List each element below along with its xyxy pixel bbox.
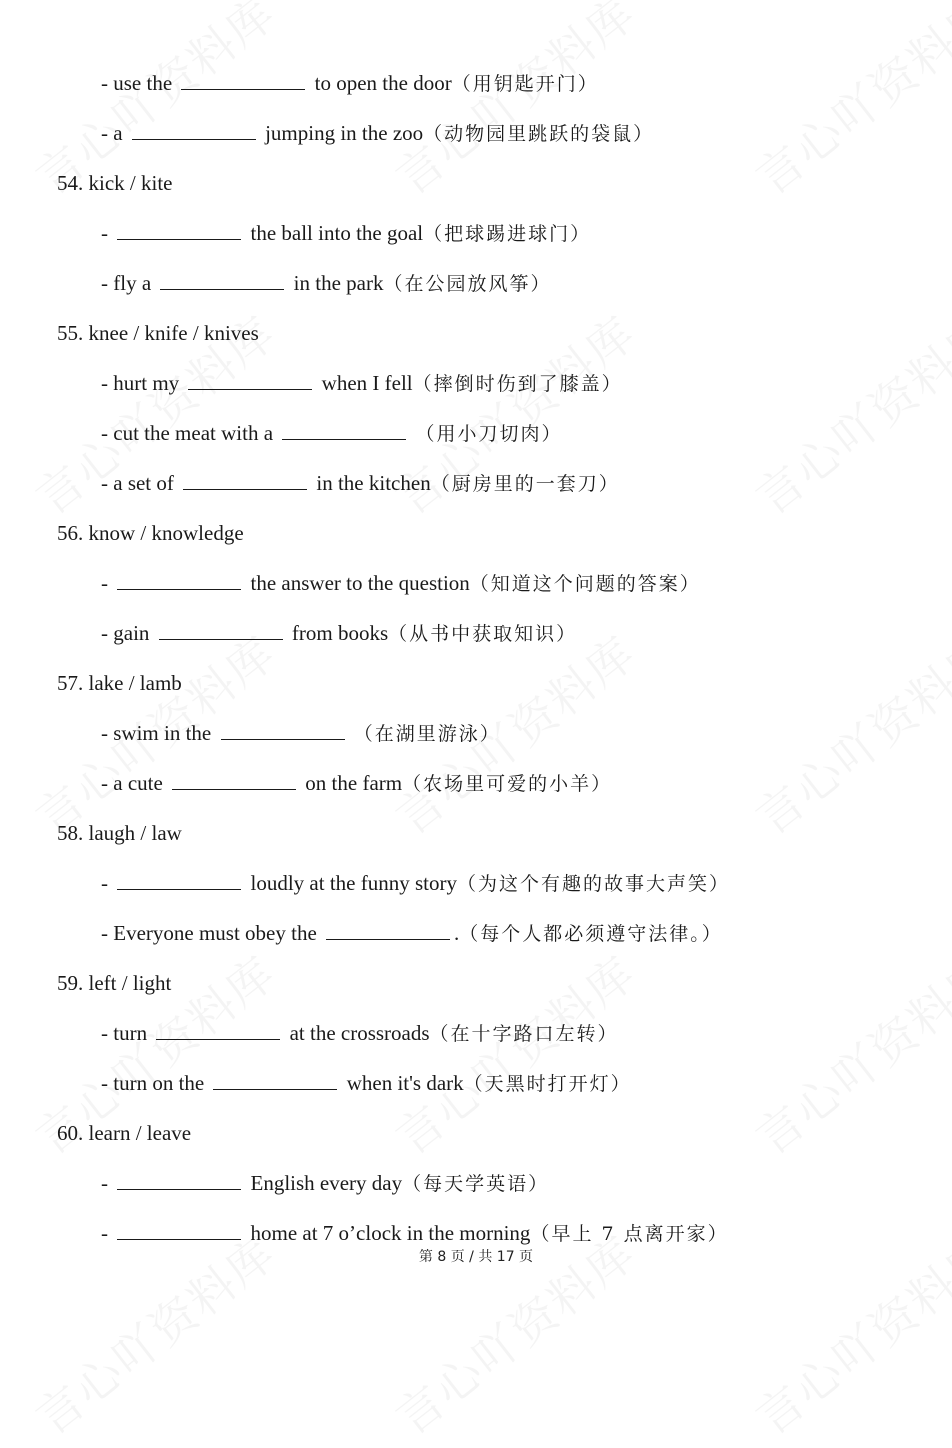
answer-blank[interactable] bbox=[172, 771, 296, 790]
prompt-before: - turn bbox=[101, 1021, 153, 1045]
chinese-translation: （摔倒时伤到了膝盖） bbox=[412, 373, 623, 395]
prompt-before: - cut the meat with a bbox=[101, 421, 279, 445]
exercise-item bbox=[101, 1170, 549, 1197]
answer-blank[interactable] bbox=[159, 621, 283, 640]
chinese-translation: （把球踢进球门） bbox=[423, 223, 592, 245]
answer-blank[interactable] bbox=[117, 871, 241, 890]
answer-blank[interactable] bbox=[221, 721, 345, 740]
prompt-after: at the crossroads bbox=[284, 1021, 430, 1045]
exercise-item bbox=[101, 1220, 729, 1247]
chinese-translation: （天黑时打开灯） bbox=[463, 1073, 632, 1095]
chinese-translation: （为这个有趣的故事大声笑） bbox=[456, 873, 730, 895]
exercise-item bbox=[101, 420, 563, 447]
answer-blank[interactable] bbox=[282, 421, 406, 440]
exercise-item bbox=[101, 370, 623, 397]
prompt-before: - fly a bbox=[101, 271, 157, 295]
exercise-item bbox=[101, 770, 612, 797]
prompt-before: - bbox=[101, 1171, 114, 1195]
exercise-item bbox=[101, 870, 730, 897]
exercise-item bbox=[101, 70, 599, 97]
chinese-translation: （在十字路口左转） bbox=[429, 1023, 619, 1045]
prompt-before: - a set of bbox=[101, 471, 180, 495]
watermark-text bbox=[740, 938, 952, 1167]
word-pair-heading: 60. learn / leave bbox=[57, 1121, 192, 1145]
exercise-item bbox=[101, 620, 577, 647]
prompt-after: when it's dark bbox=[341, 1071, 464, 1095]
chinese-translation: （早上 7 点离开家） bbox=[530, 1223, 729, 1245]
prompt-before: - use the bbox=[101, 71, 178, 95]
prompt-before: - bbox=[101, 1221, 114, 1245]
answer-blank[interactable] bbox=[181, 71, 305, 90]
prompt-after: jumping in the zoo bbox=[259, 121, 424, 145]
prompt-before: - a bbox=[101, 121, 128, 145]
answer-blank[interactable] bbox=[117, 1171, 241, 1190]
word-pair-heading: 59. left / light bbox=[57, 971, 172, 995]
answer-blank[interactable] bbox=[326, 921, 450, 940]
prompt-before: - a cute bbox=[101, 771, 169, 795]
prompt-before: - bbox=[101, 571, 114, 595]
prompt-before: - bbox=[101, 221, 114, 245]
prompt-after: to open the door bbox=[309, 71, 452, 95]
prompt-after: the answer to the question bbox=[245, 571, 470, 595]
prompt-before: - Everyone must obey the bbox=[101, 921, 323, 945]
prompt-after: home at 7 o’clock in the morning bbox=[245, 1221, 531, 1245]
watermark-text bbox=[380, 0, 648, 208]
exercise-item bbox=[101, 120, 654, 147]
chinese-translation: （在公园放风筝） bbox=[383, 273, 552, 295]
answer-blank[interactable] bbox=[117, 1221, 241, 1240]
watermark-text bbox=[740, 0, 952, 208]
exercise-item bbox=[101, 920, 723, 947]
chinese-translation: （每个人都必须遵守法律。） bbox=[459, 923, 723, 945]
word-pair-heading: 56. know / knowledge bbox=[57, 521, 244, 545]
prompt-before: - bbox=[101, 871, 114, 895]
chinese-translation: （每天学英语） bbox=[402, 1173, 550, 1195]
exercise-item bbox=[101, 1020, 619, 1047]
prompt-after: the ball into the goal bbox=[245, 221, 424, 245]
chinese-translation: （农场里可爱的小羊） bbox=[402, 773, 613, 795]
prompt-after: in the kitchen bbox=[311, 471, 431, 495]
exercise-item bbox=[101, 1070, 632, 1097]
prompt-before: - gain bbox=[101, 621, 155, 645]
prompt-after: on the farm bbox=[300, 771, 403, 795]
answer-blank[interactable] bbox=[132, 121, 256, 140]
prompt-before: - swim in the bbox=[101, 721, 217, 745]
chinese-translation: （动物园里跳跃的袋鼠） bbox=[423, 123, 655, 145]
answer-blank[interactable] bbox=[188, 371, 312, 390]
answer-blank[interactable] bbox=[160, 271, 284, 290]
prompt-after: . bbox=[454, 921, 460, 945]
prompt-after: from books bbox=[286, 621, 389, 645]
answer-blank[interactable] bbox=[117, 571, 241, 590]
chinese-translation: （从书中获取知识） bbox=[388, 623, 578, 645]
watermark-text bbox=[740, 618, 952, 847]
prompt-after: loudly at the funny story bbox=[245, 871, 457, 895]
chinese-translation: （用小刀切肉） bbox=[415, 423, 563, 445]
exercise-item bbox=[101, 720, 501, 747]
exercise-item bbox=[101, 570, 701, 597]
chinese-translation: （厨房里的一套刀） bbox=[430, 473, 620, 495]
prompt-before: - hurt my bbox=[101, 371, 185, 395]
watermark-text bbox=[740, 298, 952, 527]
exercise-item bbox=[101, 270, 551, 297]
prompt-after: when I fell bbox=[316, 371, 413, 395]
answer-blank[interactable] bbox=[117, 221, 241, 240]
exercise-item bbox=[101, 220, 591, 247]
prompt-after: English every day bbox=[245, 1171, 403, 1195]
answer-blank[interactable] bbox=[156, 1021, 280, 1040]
prompt-after: in the park bbox=[288, 271, 384, 295]
watermark-text bbox=[380, 938, 648, 1167]
chinese-translation: （在湖里游泳） bbox=[353, 723, 501, 745]
page-footer: 第 8 页 / 共 17 页 bbox=[418, 1249, 534, 1265]
answer-blank[interactable] bbox=[183, 471, 307, 490]
word-pair-heading: 58. laugh / law bbox=[57, 821, 182, 845]
answer-blank[interactable] bbox=[213, 1071, 337, 1090]
word-pair-heading: 57. lake / lamb bbox=[57, 671, 182, 695]
word-pair-heading: 55. knee / knife / knives bbox=[57, 321, 259, 345]
exercise-item bbox=[101, 470, 620, 497]
word-pair-heading: 54. kick / kite bbox=[57, 171, 173, 195]
chinese-translation: （知道这个问题的答案） bbox=[469, 573, 701, 595]
prompt-before: - turn on the bbox=[101, 1071, 210, 1095]
chinese-translation: （用钥匙开门） bbox=[451, 73, 599, 95]
